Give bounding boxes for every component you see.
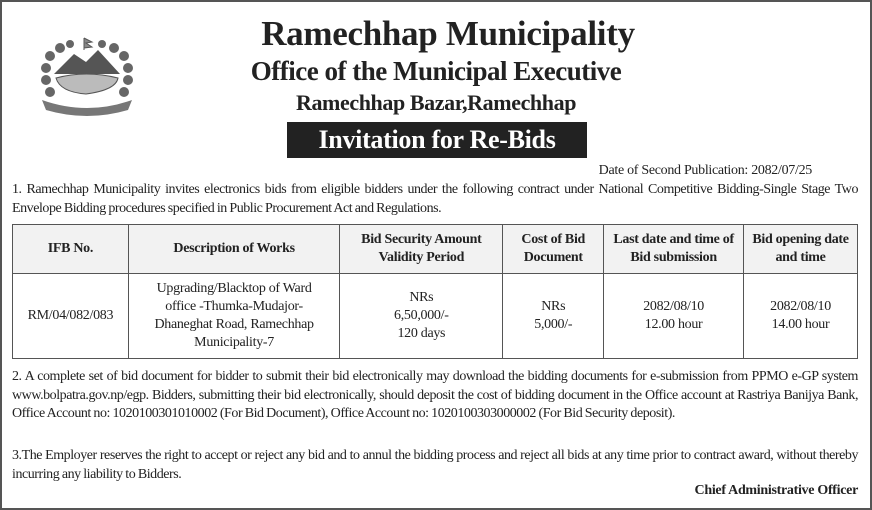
header-bid-security: Bid Security Amount Validity Period bbox=[340, 225, 503, 274]
paragraph-1: 1. Ramechhap Municipality invites electronics bids from eligible bidders under the following contract under National Competitive Bidding-Single Stage Two Envelope Bidding procedures specified in Public Procurement Act and Regulations. bbox=[12, 182, 858, 216]
municipality-title: Ramechhap Municipality bbox=[261, 14, 635, 53]
publication-date: Date of Second Publication: 2082/07/25 bbox=[598, 163, 812, 178]
table-header-row bbox=[13, 225, 858, 274]
cell-ifb-no: RM/04/082/083 bbox=[13, 274, 129, 359]
notice-banner: Invitation for Re-Bids bbox=[287, 122, 587, 158]
paragraph-3: 3.The Employer reserves the right to accept or reject any bid and to annul the bidding process and reject all bids at any time prior to contract award, without thereby incurring any liability to Bidders. bbox=[12, 448, 858, 482]
signature-title: Chief Administrative Officer bbox=[694, 483, 858, 498]
bid-table bbox=[12, 224, 858, 359]
cell-description: Upgrading/Blacktop of Ward office -Thumka-Mudajor-Dhaneghat Road, Ramechhap Municipality-7 bbox=[128, 274, 340, 359]
cell-opening: 2082/08/10 14.00 hour bbox=[744, 274, 858, 359]
header-opening: Bid opening date and time bbox=[744, 225, 858, 274]
header-description: Description of Works bbox=[128, 225, 340, 274]
office-title: Office of the Municipal Executive bbox=[250, 56, 622, 86]
cell-last-date: 2082/08/10 12.00 hour bbox=[604, 274, 744, 359]
cell-bid-security: NRs 6,50,000/- 120 days bbox=[340, 274, 503, 359]
table-row bbox=[13, 274, 858, 359]
paragraph-2: 2. A complete set of bid document for bidder to submit their bid electronically may download the bidding documents for e-submission from PPMO e-GP system www.bolpatra.gov.np/egp. Bidders, submitting their bid electronically, should deposit the cost of bidding document in the Office account at Rastriya Banijya Bank, Office Account no: 1020100301010002 (For Bid Document), Office Account no: 1020100303000002 (For Bid Security deposit). bbox=[12, 369, 858, 421]
header-last-date: Last date and time of Bid submission bbox=[604, 225, 744, 274]
office-address: Ramechhap Bazar,Ramechhap bbox=[295, 90, 577, 115]
header-cost: Cost of Bid Document bbox=[503, 225, 604, 274]
header-ifb-no: IFB No. bbox=[13, 225, 129, 274]
cell-cost: NRs 5,000/- bbox=[503, 274, 604, 359]
